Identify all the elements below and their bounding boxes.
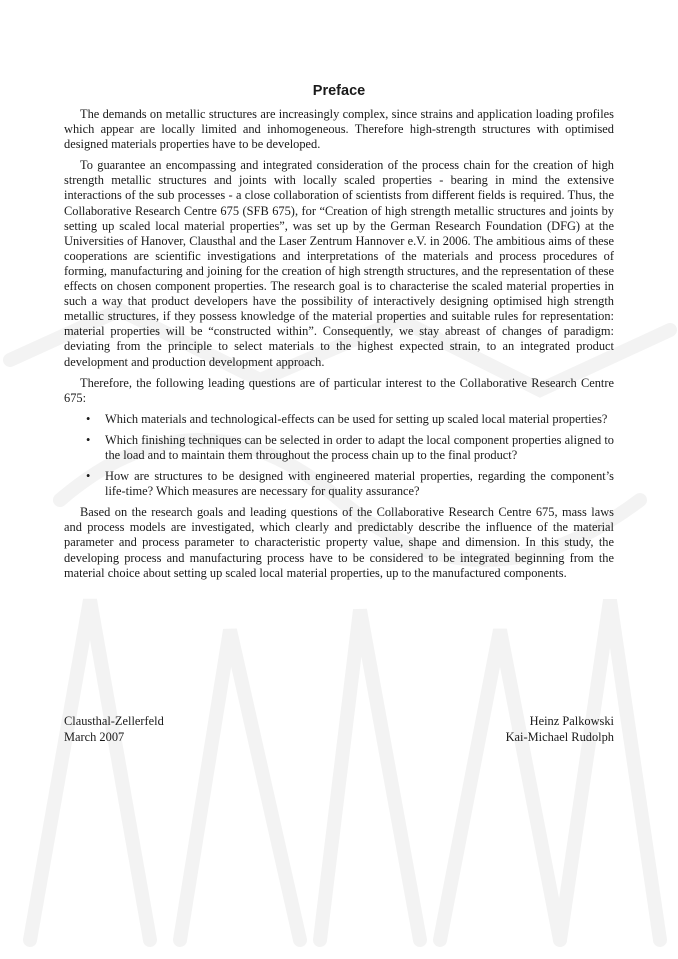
paragraph-research-centre: To guarantee an encompassing and integrated consideration of the process chain for the creation of high strength metallic structures and joints with locally scaled properties - bearing in mind the extensive interactions of the sub processes - a close collaboration of scientists from different fields is required. Thus, the Collaborative Research Centre 675 (SFB 675), for “Creation of high strength metallic structures and joints by setting up scaled local material properties”, was set up by the German Research Foundation (DFG) at the Universities of Hanover, Clausthal and the Laser Zentrum Hannover e.V. in 2006. The ambitious aims of these cooperations are scientific investigations and interpretations of the materials and process procedures of forming, manufacturing and joining for the creation of high strength structures, and the representation of these effects on chosen component properties. The research goal is to characterise the scaled material properties in such a way that product developers have the possibility of interactively designing optimised high strength metallic structures, if they possess knowledge of the material properties and suitable rules for representation: material properties will be “constructed within”. Consequently, we stay abreast of changes of paradigm: deviating from the principle to select materials to the highest expected strain, to an integrated product development and production development approach.	[64, 158, 614, 369]
bullet-icon: •	[86, 469, 91, 484]
paragraph-questions-lead: Therefore, the following leading questions are of particular interest to the Collaborative Research Centre 675:	[64, 375, 614, 405]
list-item	[64, 433, 614, 463]
author-name: Kai-Michael Rudolph	[505, 730, 614, 744]
bullet-icon: •	[86, 432, 91, 447]
question-text: Which finishing techniques can be selected in order to adapt the local component properties aligned to the load and to maintain them throughout the process chain up to the final product?	[105, 432, 614, 462]
author-name: Heinz Palkowski	[529, 714, 614, 728]
list-item	[64, 412, 614, 427]
place: Clausthal-Zellerfeld	[64, 714, 164, 728]
watermark-stroke	[560, 600, 660, 940]
place-and-date	[64, 713, 164, 745]
preface-body	[64, 82, 614, 587]
question-text: Which materials and technological-effects can be used for setting up scaled local material properties?	[105, 411, 608, 426]
authors	[506, 713, 614, 745]
paragraph-intro: The demands on metallic structures are increasingly complex, since strains and application loading profiles which appear are locally limited and inhomogeneous. Therefore high-strength structures with optimised designed materials properties have to be developed.	[64, 107, 614, 152]
bullet-icon: •	[86, 411, 91, 426]
watermark-stroke	[320, 610, 420, 940]
watermark-stroke	[440, 630, 560, 940]
signature-block	[64, 713, 614, 745]
paragraph-closing: Based on the research goals and leading questions of the Collaborative Research Centre 675, mass laws and process models are investigated, which clearly and predictably describe the influence of the material parameter and process parameter to characteristic property value, shape and dimension. In this study, the developing process and manufacturing process have to be considered to be integrated beginning from the material choice about setting up scaled local material properties, up to the manufactured components.	[64, 505, 614, 580]
list-item	[64, 469, 614, 499]
question-list	[64, 412, 614, 499]
watermark-stroke	[30, 600, 150, 940]
question-text: How are structures to be designed with engineered material properties, regarding the component’s life-time? Which measures are necessary for quality assurance?	[105, 469, 614, 499]
page-title: Preface	[312, 83, 366, 99]
watermark-stroke	[180, 630, 300, 940]
date: March 2007	[64, 730, 125, 744]
